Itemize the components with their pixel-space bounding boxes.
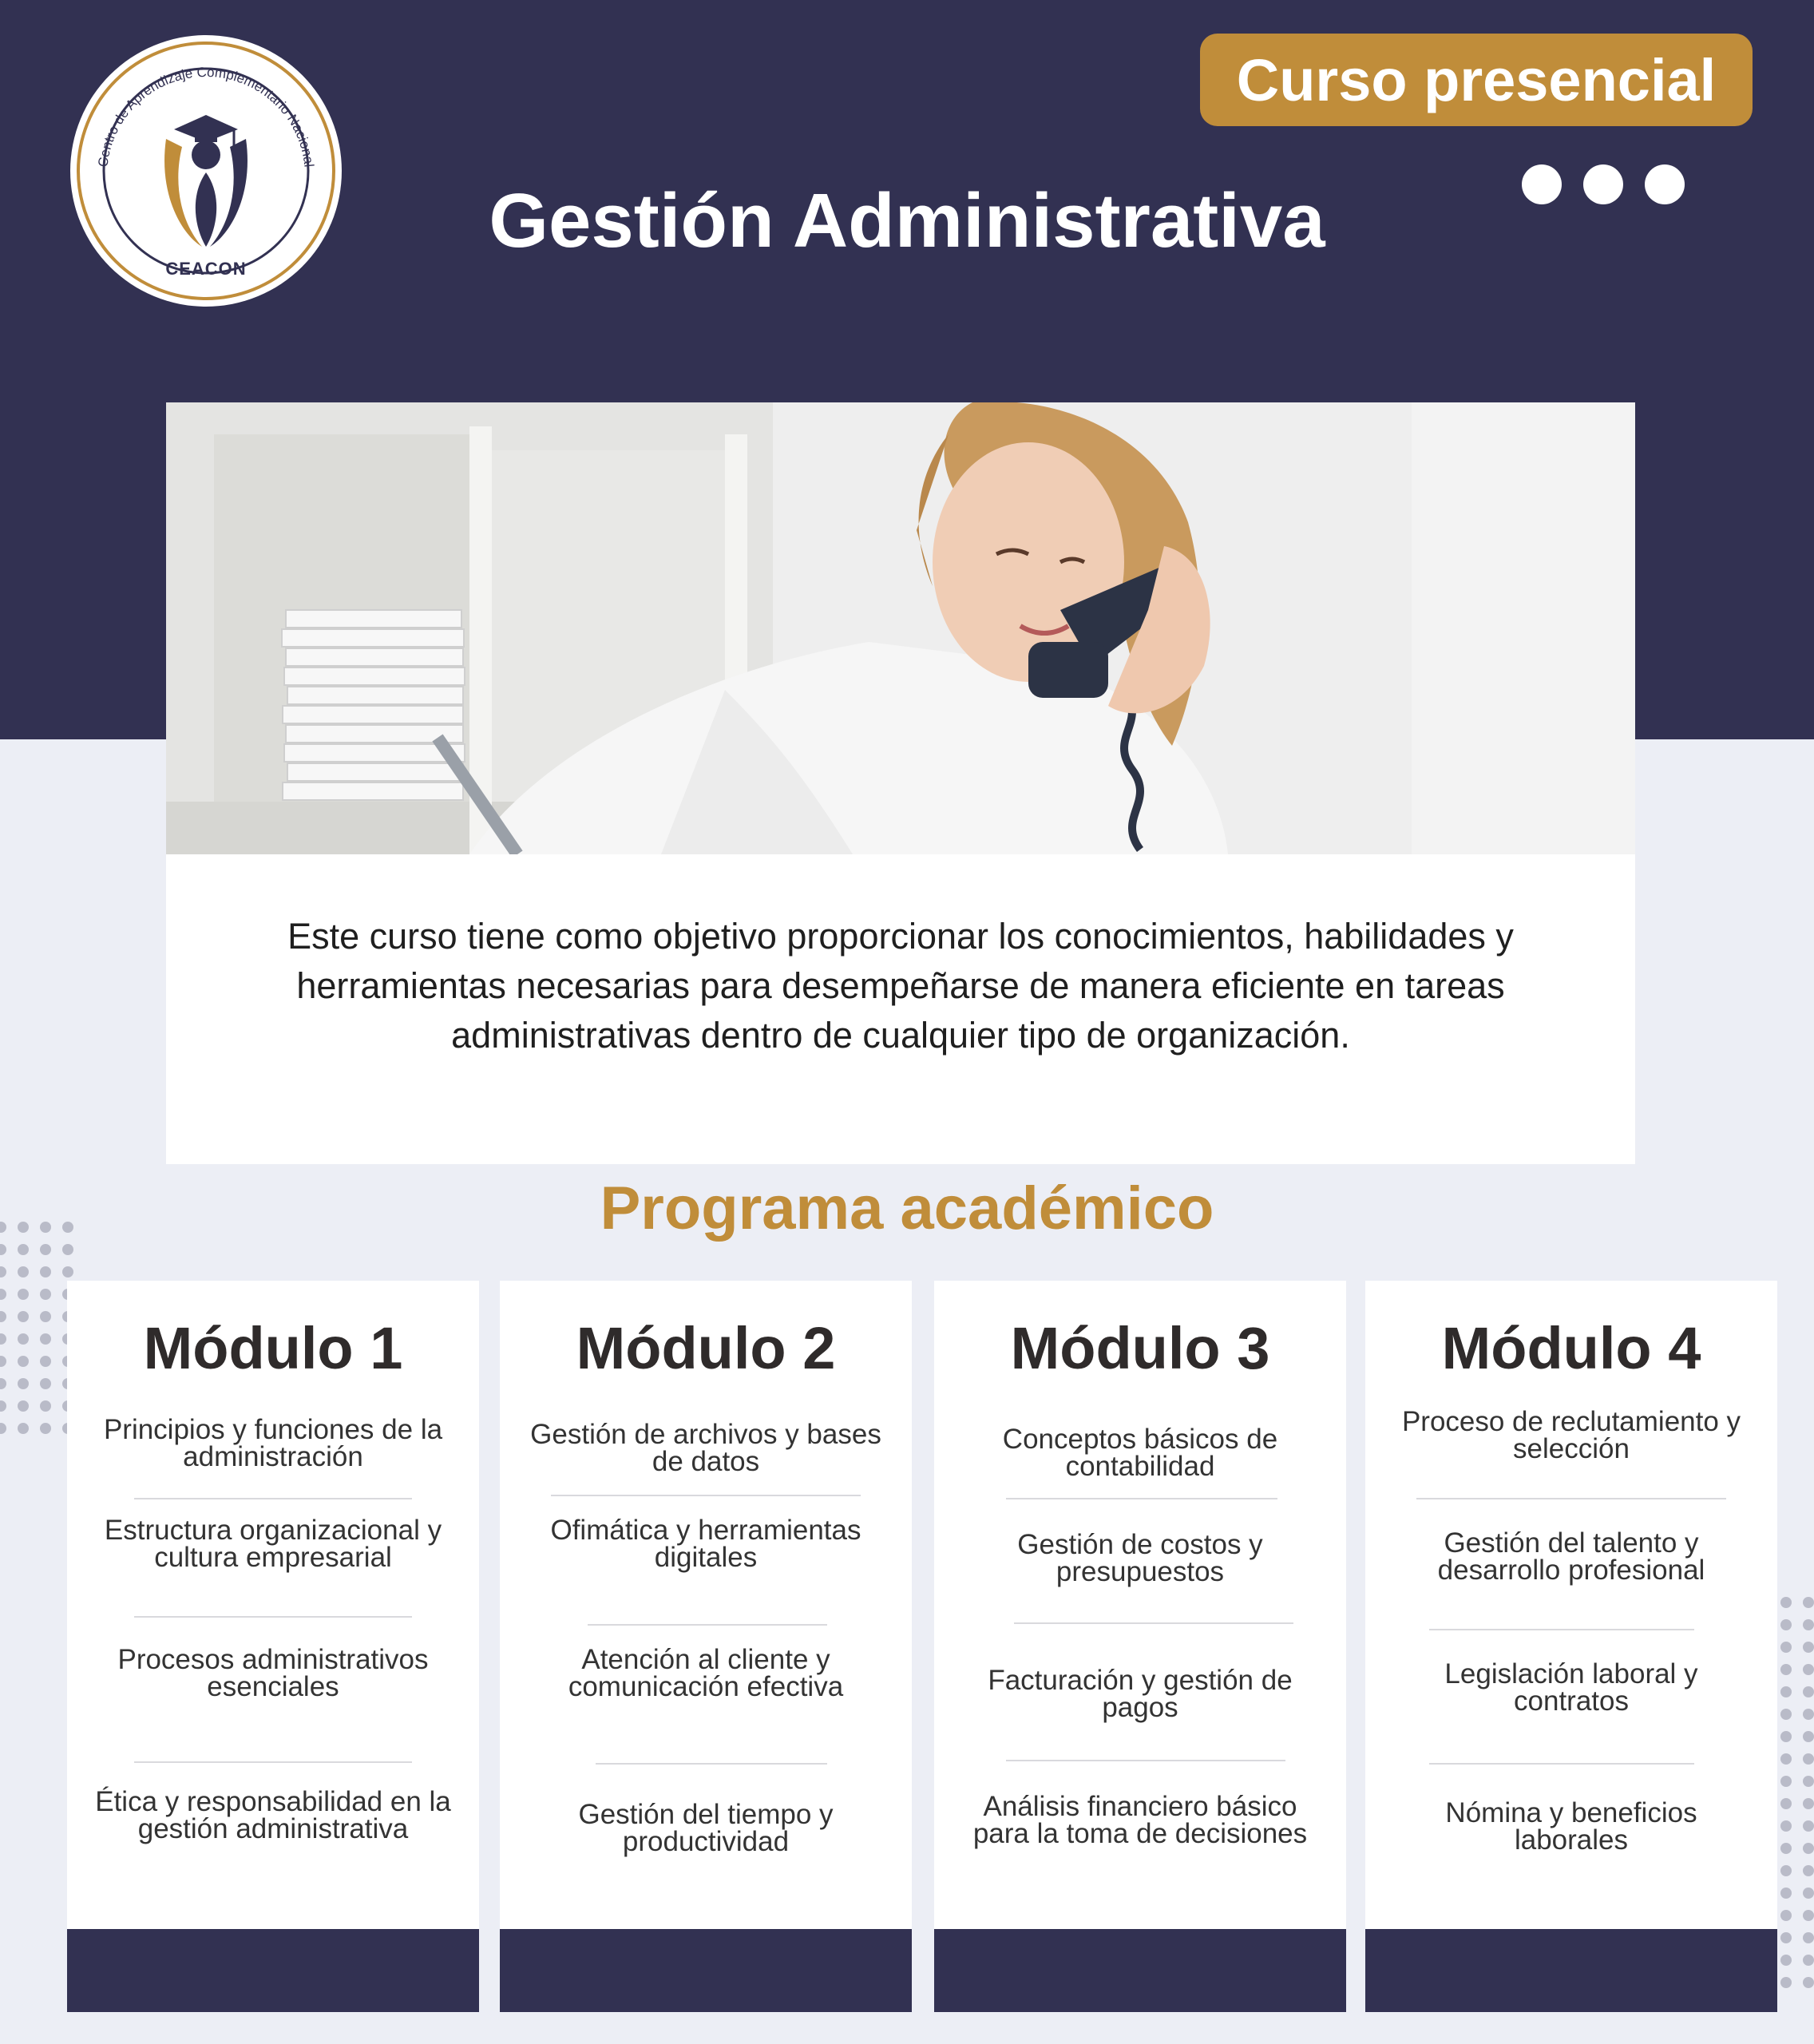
ceacon-logo (70, 35, 342, 307)
course-description-card (166, 854, 1635, 1164)
module-topic: Atención al cliente y comunicación efectiva (568, 1644, 844, 1702)
page-title: Gestión Administrativa (489, 178, 1325, 263)
module-title: Módulo 3 (1010, 1315, 1270, 1381)
divider (1006, 1498, 1277, 1499)
divider (588, 1624, 827, 1626)
module-title: Módulo 1 (143, 1315, 403, 1381)
course-description: Este curso tiene como objetivo proporcionar los conocimientos, habilidades y herramientas necesarias para desempeñarse de manera eficiente en tareas administrativas dentro de cualquier tipo de organización. (287, 916, 1514, 1056)
module-topic: Ética y responsabilidad en la gestión administrativa (95, 1786, 451, 1844)
divider (134, 1761, 412, 1763)
divider (1006, 1760, 1285, 1761)
module-topic: Gestión de archivos y bases de datos (530, 1419, 881, 1477)
module-card-3 (934, 1281, 1346, 2012)
decorative-dots-right (1780, 1597, 1814, 1988)
program-title: Programa académico (600, 1175, 1214, 1242)
logo-name: CEACON (165, 259, 247, 279)
module-topic: Proceso de reclutamiento y selección (1401, 1406, 1741, 1464)
module-topic: Análisis financiero básico para la toma de decisiones (972, 1791, 1308, 1849)
divider (1429, 1629, 1694, 1630)
divider (596, 1763, 827, 1765)
module-topic: Facturación y gestión de pagos (988, 1665, 1293, 1723)
divider (134, 1616, 412, 1618)
module-title: Módulo 4 (1441, 1315, 1701, 1381)
divider (1429, 1763, 1694, 1765)
course-type-badge: Curso presencial (1200, 34, 1753, 126)
module-topic: Conceptos básicos de contabilidad (1002, 1424, 1278, 1482)
module-footer-band (934, 1929, 1346, 2012)
svg-text:Centro de Aprendizaje Compleme: Centro de Aprendizaje Complementario Nacional (95, 64, 317, 168)
module-footer-band (500, 1929, 912, 2012)
office-worker-photo (166, 402, 1635, 854)
divider (1014, 1622, 1293, 1624)
module-footer-band (67, 1929, 479, 2012)
module-topic: Legislación laboral y contratos (1444, 1658, 1698, 1717)
module-card-1 (67, 1281, 479, 2012)
divider (551, 1495, 861, 1496)
module-card-4 (1365, 1281, 1777, 2012)
module-topic: Ofimática y herramientas digitales (550, 1515, 861, 1573)
module-footer-band (1365, 1929, 1777, 2012)
module-topic: Nómina y beneficios laborales (1445, 1797, 1697, 1856)
module-card-2 (500, 1281, 912, 2012)
decorative-dots-left (0, 1222, 73, 1434)
module-title: Módulo 2 (576, 1315, 836, 1381)
module-topic: Gestión del talento y desarrollo profesional (1437, 1527, 1705, 1586)
module-topic: Gestión de costos y presupuestos (1017, 1529, 1263, 1587)
module-topic: Gestión del tiempo y productividad (578, 1799, 834, 1857)
module-topic: Procesos administrativos esenciales (117, 1644, 429, 1702)
divider (1416, 1498, 1726, 1499)
module-topic: Estructura organizacional y cultura empresarial (104, 1515, 442, 1573)
module-topic: Principios y funciones de la administración (103, 1414, 443, 1472)
divider (134, 1498, 412, 1499)
